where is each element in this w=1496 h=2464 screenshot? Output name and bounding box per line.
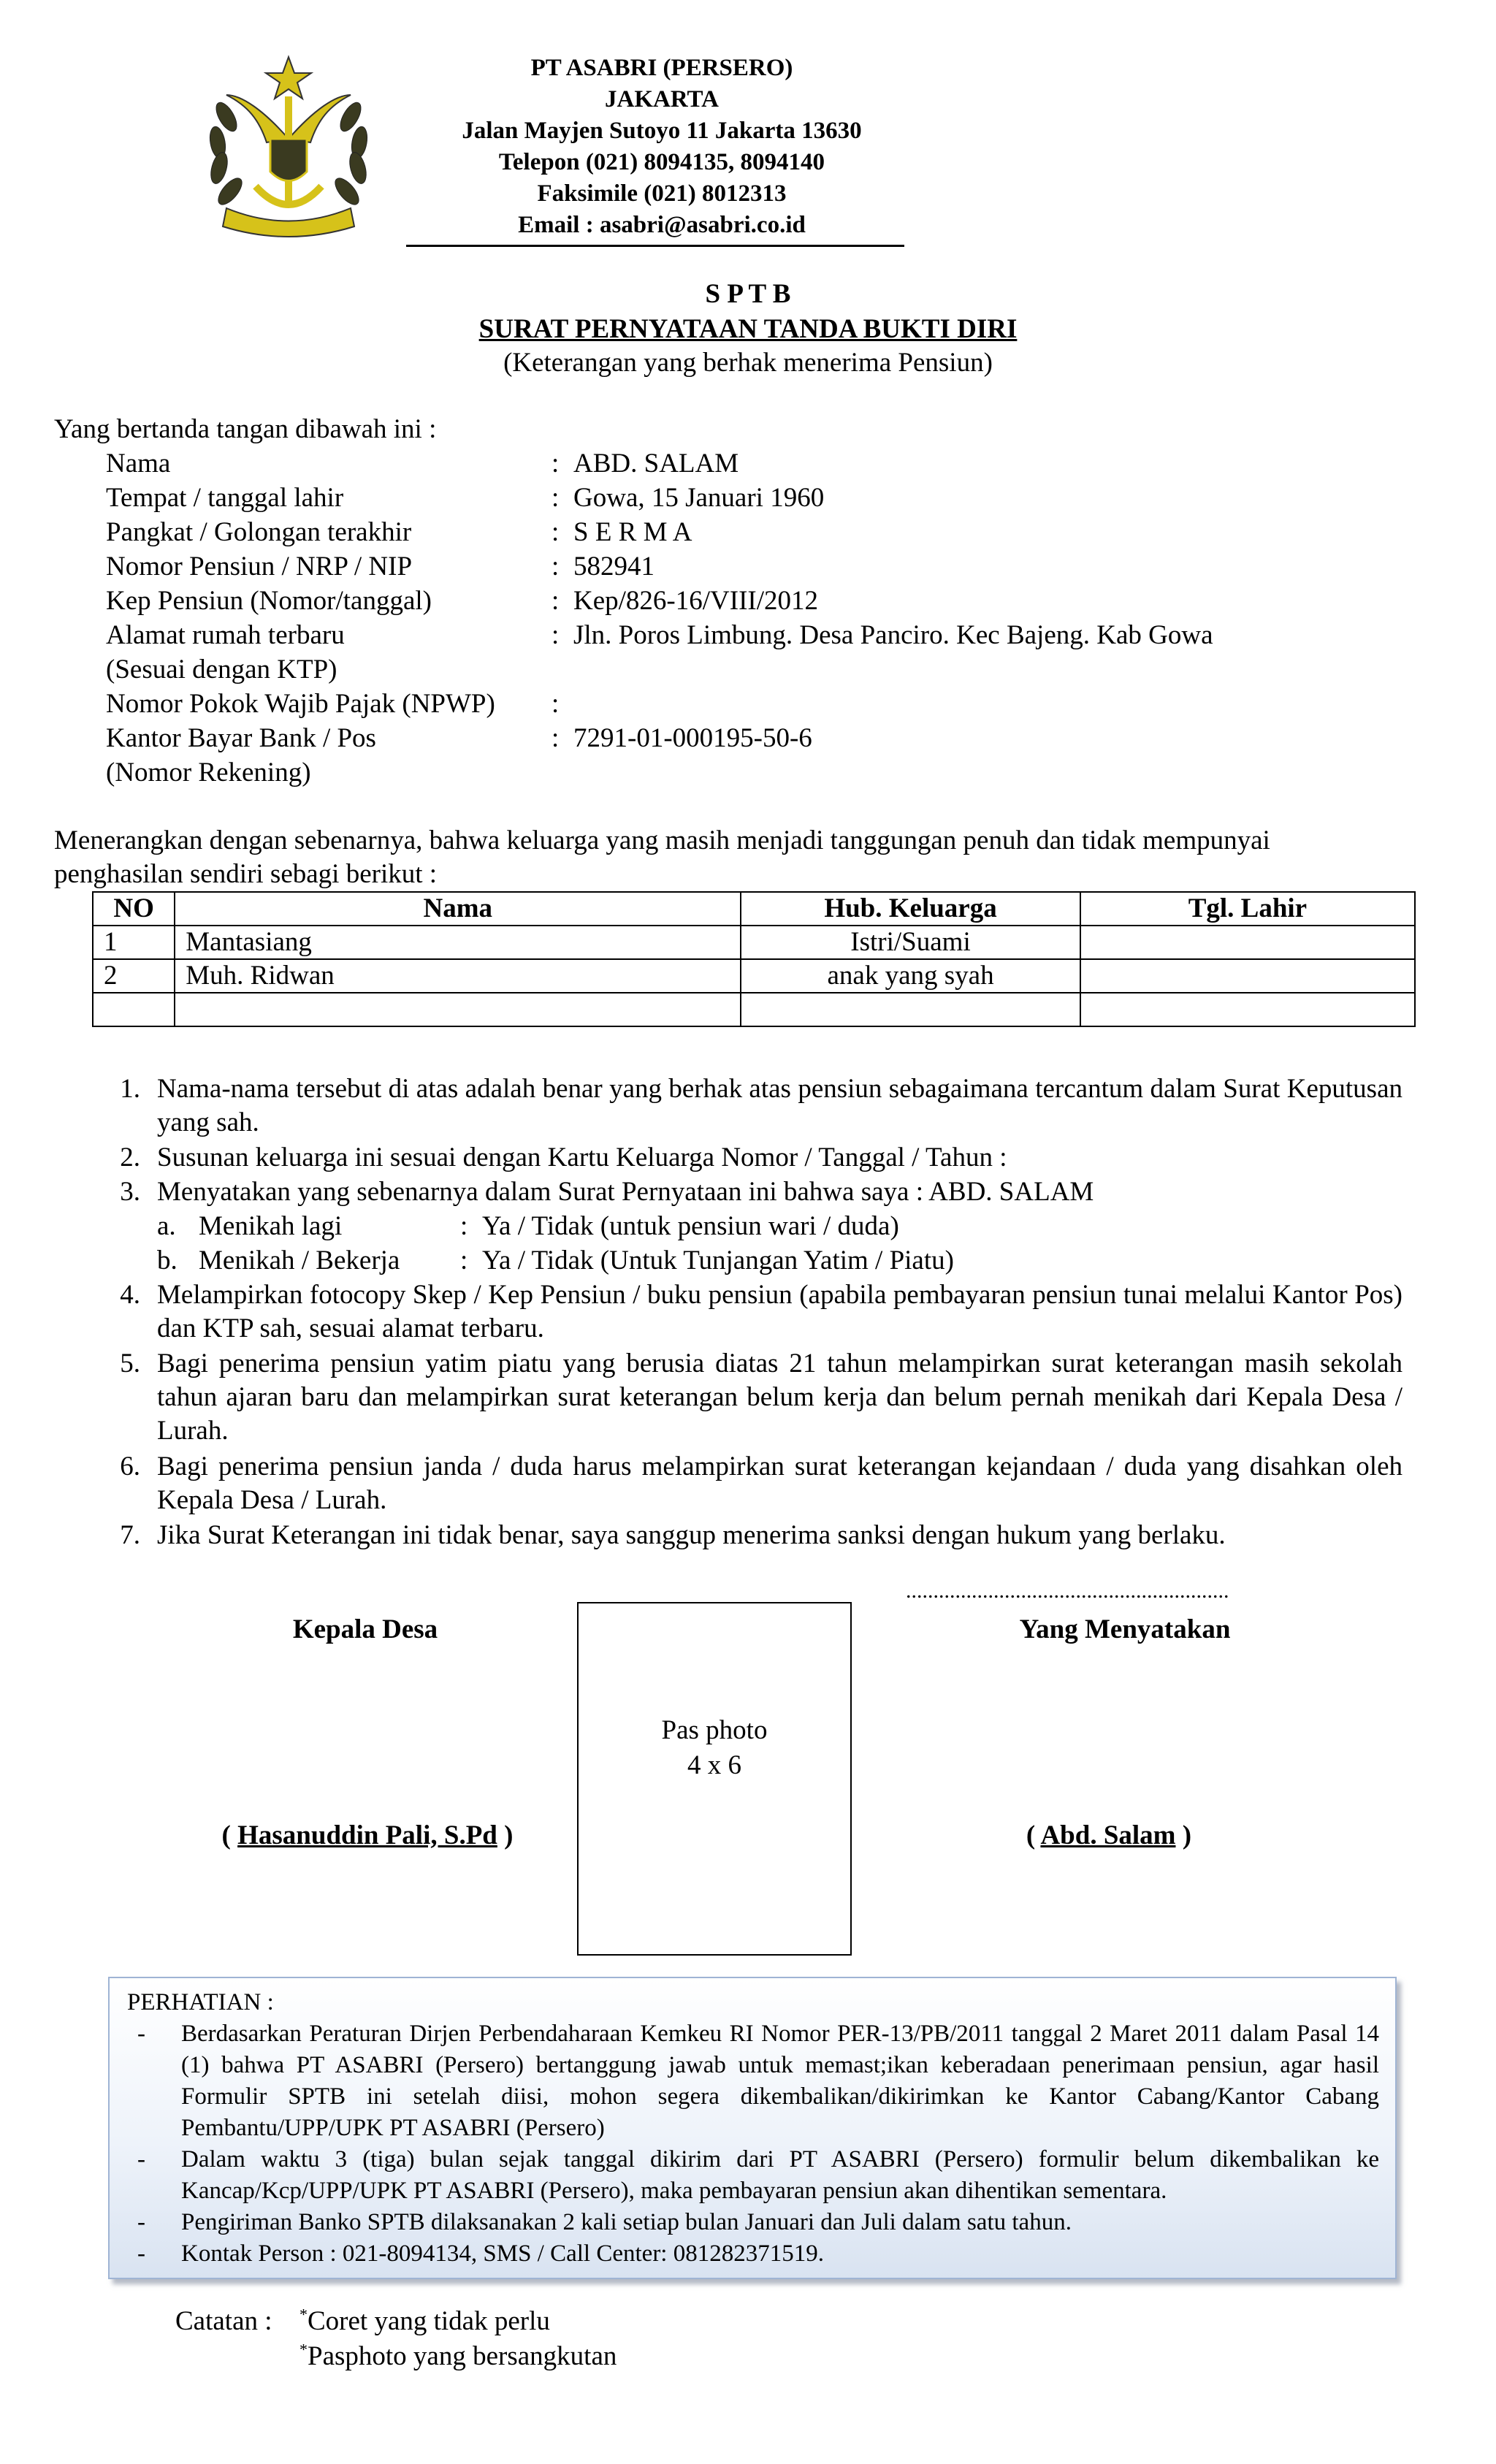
asterisk: * — [299, 2340, 308, 2359]
sub-item-label-b: Menikah / Bekerja — [199, 1246, 400, 1275]
field-value-nomor-pensiun: 582941 — [573, 552, 654, 581]
family-table — [92, 891, 1416, 1027]
sub-item-letter: b. — [157, 1246, 178, 1275]
catatan-note-1 — [299, 2305, 550, 2338]
notice-item-2: Dalam waktu 3 (tiga) bulan sejak tanggal dikirim dari PT ASABRI (Persero) formulir belum dikembalikan ke Kancap/Kcp/UPP/UPK PT ASABRI (Persero), maka pembayaran pensiun akan dihentikan sementara. — [181, 2146, 1379, 2204]
table-cell-tgl — [1080, 926, 1415, 959]
sub-item-colon: : — [460, 1211, 468, 1241]
kepala-desa-title: Kepala Desa — [292, 1614, 438, 1644]
item-number: 1. — [120, 1074, 140, 1104]
table-cell-tgl — [1080, 959, 1415, 993]
notice-dash: - — [137, 2240, 145, 2267]
item-text-6: Bagi penerima pensiun janda / duda harus melampirkan surat keterangan kejandaan / duda yang disahkan oleh Kepala Desa / Lurah. — [157, 1452, 1402, 1515]
document-subtitle: (Keterangan yang berhak menerima Pensiun) — [503, 348, 993, 378]
date-placeholder-dots: ........................................................... — [906, 1579, 1229, 1603]
item-text-4: Melampirkan fotocopy Skep / Kep Pensiun / buku pensiun (apabila pembayaran pensiun tunai melalui Kantor Pos) dan KTP sah, sesuai alamat terbaru. — [157, 1280, 1402, 1343]
table-row — [93, 993, 1415, 1026]
field-value-nama: ABD. SALAM — [573, 449, 739, 478]
pas-photo-line-2: 4 x 6 — [687, 1750, 741, 1780]
table-cell-hub: Istri/Suami — [741, 926, 1080, 959]
yang-menyatakan-name: Abd. Salam — [1040, 1820, 1176, 1850]
item-number: 7. — [120, 1520, 140, 1550]
field-value-pangkat: S E R M A — [573, 517, 692, 547]
header-divider — [406, 245, 904, 247]
item-text-7: Jika Surat Keterangan ini tidak benar, saya sanggup menerima sanksi dengan hukum yang berlaku. — [157, 1520, 1226, 1550]
sub-item-colon: : — [460, 1246, 468, 1275]
notice-dash: - — [137, 2209, 145, 2235]
kepala-desa-name: Hasanuddin Pali, S.Pd — [237, 1820, 497, 1850]
item-number: 6. — [120, 1452, 140, 1481]
table-cell-no: 1 — [93, 926, 175, 959]
notice-dash: - — [137, 2021, 145, 2047]
item-text-2: Susunan keluarga ini sesuai dengan Kartu Keluarga Nomor / Tanggal / Tahun : — [157, 1143, 1007, 1172]
item-number: 2. — [120, 1143, 140, 1172]
field-value-alamat: Jln. Poros Limbung. Desa Panciro. Kec Bajeng. Kab Gowa — [573, 620, 1213, 650]
company-city: JAKARTA — [605, 86, 719, 112]
table-cell-hub — [741, 993, 1080, 1026]
paren-close: ) — [1175, 1820, 1192, 1850]
statement-line-2: penghasilan sendiri sebagi berikut : — [54, 859, 438, 889]
sub-item-letter: a. — [157, 1211, 176, 1241]
item-number: 4. — [120, 1280, 140, 1310]
company-address: Jalan Mayjen Sutoyo 11 Jakarta 13630 — [462, 118, 862, 144]
field-colon: : — [552, 586, 560, 616]
catatan-note-2-text: Pasphoto yang bersangkutan — [308, 2341, 617, 2371]
paren-open: ( — [1026, 1820, 1041, 1850]
table-header-tgl: Tgl. Lahir — [1080, 892, 1415, 926]
item-text-1: Nama-nama tersebut di atas adalah benar yang berhak atas pensiun sebagaimana tercantum dalam Surat Keputusan yang sah. — [157, 1074, 1402, 1137]
table-row — [93, 959, 1415, 993]
field-label-pangkat: Pangkat / Golongan terakhir — [106, 517, 412, 547]
table-cell-nama: Muh. Ridwan — [175, 959, 741, 993]
table-cell-tgl — [1080, 993, 1415, 1026]
table-header-hub: Hub. Keluarga — [741, 892, 1080, 926]
field-colon: : — [552, 689, 560, 719]
table-row — [93, 926, 1415, 959]
field-label-kep-pensiun: Kep Pensiun (Nomor/tanggal) — [106, 586, 432, 616]
document-acronym: S P T B — [705, 279, 791, 309]
catatan-note-2 — [299, 2340, 617, 2373]
company-name: PT ASABRI (PERSERO) — [530, 55, 793, 81]
field-colon: : — [552, 517, 560, 547]
field-label-nomor-pensiun: Nomor Pensiun / NRP / NIP — [106, 552, 413, 581]
yang-menyatakan-signature — [744, 1819, 1474, 1853]
sub-item-value-b: Ya / Tidak (Untuk Tunjangan Yatim / Piatu) — [482, 1246, 954, 1275]
field-value-rekening: 7291-01-000195-50-6 — [573, 723, 812, 753]
item-text-3: Menyatakan yang sebenarnya dalam Surat Pernyataan ini bahwa saya : ABD. SALAM — [157, 1177, 1094, 1207]
intro-text: Yang bertanda tangan dibawah ini : — [54, 414, 437, 444]
document-title: SURAT PERNYATAAN TANDA BUKTI DIRI — [478, 314, 1018, 344]
field-label-ktp-note: (Sesuai dengan KTP) — [106, 655, 337, 684]
table-cell-hub: anak yang syah — [741, 959, 1080, 993]
notice-item-3: Pengiriman Banko SPTB dilaksanakan 2 kali setiap bulan Januari dan Juli dalam satu tahun. — [181, 2209, 1072, 2235]
paren-close: ) — [497, 1820, 514, 1850]
field-label-npwp: Nomor Pokok Wajib Pajak (NPWP) — [106, 689, 495, 719]
field-label-ttl: Tempat / tanggal lahir — [106, 483, 344, 513]
table-cell-nama — [175, 993, 741, 1026]
pas-photo-label — [577, 1713, 852, 1783]
company-phone: Telepon (021) 8094135, 8094140 — [498, 149, 825, 175]
table-cell-nama: Mantasiang — [175, 926, 741, 959]
table-cell-no: 2 — [93, 959, 175, 993]
item-number: 5. — [120, 1349, 140, 1378]
notice-title: PERHATIAN : — [127, 1989, 274, 2015]
yang-menyatakan-title: Yang Menyatakan — [1019, 1614, 1231, 1644]
asabri-logo — [197, 51, 380, 241]
catatan-label: Catatan : — [175, 2306, 272, 2336]
field-colon: : — [552, 449, 560, 478]
field-colon: : — [552, 620, 560, 650]
catatan-note-1-text: Coret yang tidak perlu — [308, 2306, 550, 2336]
field-colon: : — [552, 483, 560, 513]
field-colon: : — [552, 723, 560, 753]
notice-dash: - — [137, 2146, 145, 2173]
statement-line-1: Menerangkan dengan sebenarnya, bahwa keluarga yang masih menjadi tanggungan penuh dan tidak mempunyai — [54, 825, 1270, 855]
pas-photo-line-1: Pas photo — [661, 1715, 768, 1745]
table-header-row — [93, 892, 1415, 926]
company-email: Email : asabri@asabri.co.id — [518, 212, 806, 238]
field-label-nama: Nama — [106, 449, 171, 478]
table-cell-no — [93, 993, 175, 1026]
asterisk: * — [299, 2305, 308, 2324]
notice-item-4: Kontak Person : 021-8094134, SMS / Call Center: 081282371519. — [181, 2240, 824, 2267]
field-value-kep-pensiun: Kep/826-16/VIII/2012 — [573, 586, 818, 616]
field-label-alamat: Alamat rumah terbaru — [106, 620, 345, 650]
field-colon: : — [552, 552, 560, 581]
paren-open: ( — [221, 1820, 238, 1850]
kepala-desa-signature — [0, 1819, 735, 1853]
sub-item-label-a: Menikah lagi — [199, 1211, 343, 1241]
notice-item-1: Berdasarkan Peraturan Dirjen Perbendaharaan Kemkeu RI Nomor PER-13/PB/2011 tanggal 2 Maret 2011 dalam Pasal 14 (1) bahwa PT ASABRI (Persero) bertanggung jawab untuk memast;ikan keberadaan penerimaan pensiun, agar hasil Formulir SPTB ini setelah diisi, mohon segera dikembalikan/dikirimkan ke Kantor Cabang/Kantor Cabang Pembantu/UPP/UPK PT ASABRI (Persero) — [181, 2021, 1379, 2141]
table-header-no: NO — [93, 892, 175, 926]
field-value-ttl: Gowa, 15 Januari 1960 — [573, 483, 825, 513]
item-number: 3. — [120, 1177, 140, 1207]
table-header-nama: Nama — [175, 892, 741, 926]
field-label-kantor-bayar: Kantor Bayar Bank / Pos — [106, 723, 376, 753]
company-fax: Faksimile (021) 8012313 — [537, 180, 787, 207]
field-label-rekening-note: (Nomor Rekening) — [106, 758, 311, 787]
item-text-5: Bagi penerima pensiun yatim piatu yang berusia diatas 21 tahun melampirkan surat keterangan masih sekolah tahun ajaran baru dan melampirkan surat keterangan belum kerja dan belum pernah menikah dari Kepala Desa / Lurah. — [157, 1349, 1402, 1446]
sub-item-value-a: Ya / Tidak (untuk pensiun wari / duda) — [482, 1211, 899, 1241]
